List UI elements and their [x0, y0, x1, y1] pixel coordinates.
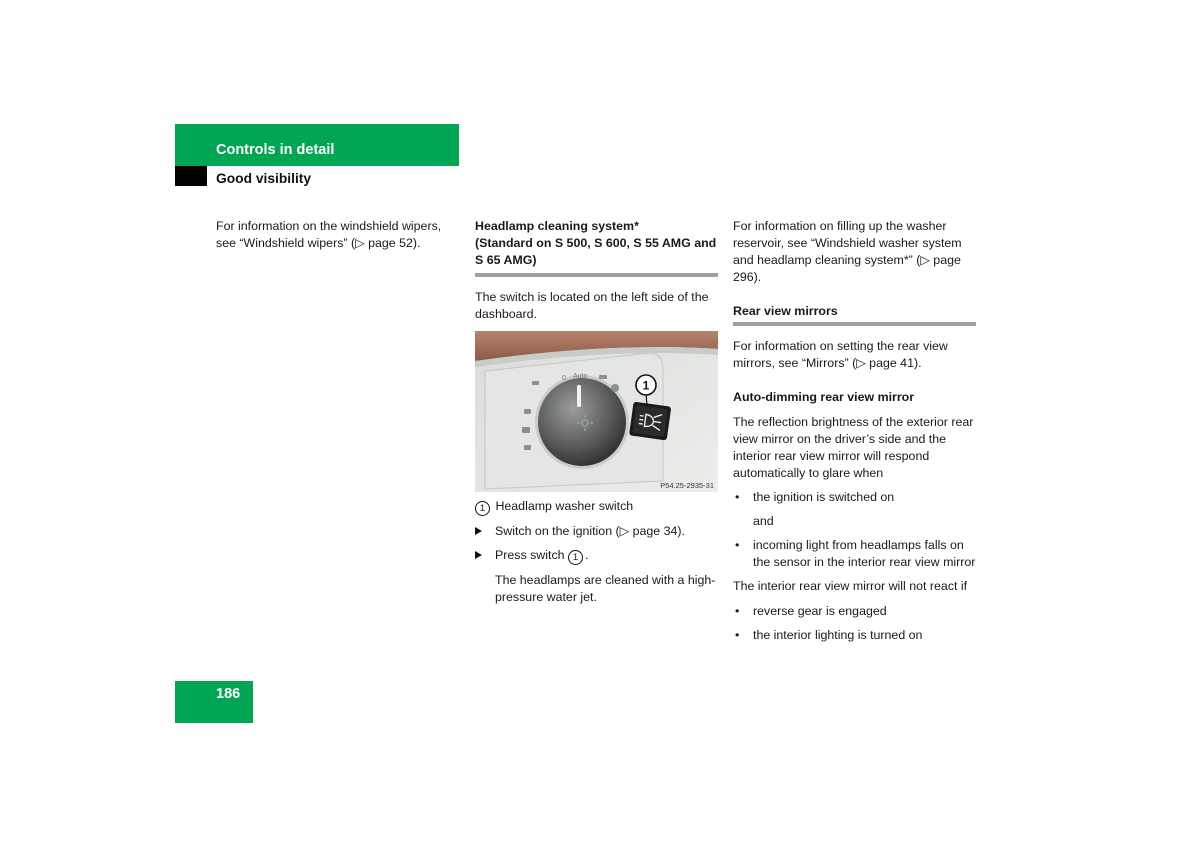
heading-rule	[733, 322, 976, 326]
column-3	[733, 218, 976, 644]
legend-number: 1	[475, 501, 490, 516]
step1-text: Switch on the ignition (▷ page 34).	[495, 524, 685, 538]
legend-text: Headlamp washer switch	[495, 499, 634, 513]
figure-code: P54.25-2935-31	[660, 481, 714, 490]
callout-number: 1	[642, 378, 650, 393]
step-switch-on-ignition	[475, 523, 718, 540]
step-arrow-icon	[475, 527, 482, 535]
headlamp-cleaning-models: (Standard on S 500, S 600, S 55 AMG and S 65 AMG)	[475, 236, 717, 267]
no-reaction-text: The interior rear view mirror will not react if	[733, 579, 968, 593]
list-item	[733, 489, 976, 506]
step2-prefix: Press switch	[495, 548, 568, 562]
wipers-reference: For information on the windshield wipers, see “Windshield wipers” (▷ page 52).	[216, 219, 442, 250]
list-item	[733, 537, 976, 571]
mirrors-reference: For information on setting the rear view mirrors, see “Mirrors” (▷ page 41).	[733, 339, 948, 370]
rear-view-mirrors-heading: Rear view mirrors	[733, 304, 838, 318]
washer-reservoir-reference: For information on filling up the washer reservoir, see “Windshield washer system and headlamp cleaning system*” (▷ page 296).	[733, 219, 962, 284]
page-number-box	[175, 681, 253, 723]
step-press-switch	[475, 547, 718, 565]
figure-legend	[475, 498, 718, 516]
bullet-reverse-gear: reverse gear is engaged	[753, 604, 887, 618]
bullet-icon: •	[735, 538, 740, 552]
headlamp-switch-illustration	[475, 331, 718, 492]
column-1	[216, 218, 456, 252]
headlamp-washer-switch	[629, 402, 671, 441]
headlamp-cleaning-heading	[475, 218, 718, 269]
auto-dimming-text: The reflection brightness of the exterior rear view mirror on the driver’s side and the interior rear view mirror will respond automatically to glare when	[733, 415, 974, 480]
list-item	[733, 627, 976, 644]
bullet-incoming-light: incoming light from headlamps falls on the sensor in the interior rear view mirror	[753, 538, 976, 569]
subsection-title: Good visibility	[216, 171, 312, 186]
knob-indicator	[577, 385, 581, 407]
step2-number: 1	[568, 550, 583, 565]
headlamp-cleaning-title: Headlamp cleaning system*	[475, 219, 639, 233]
page-number: 186	[216, 686, 241, 702]
dial-label-0: 0	[562, 375, 566, 382]
section-title: Controls in detail	[216, 142, 335, 158]
step-arrow-icon	[475, 551, 482, 559]
bullet-icon: •	[735, 604, 740, 618]
list-item	[733, 603, 976, 620]
auto-dimming-heading: Auto-dimming rear view mirror	[733, 390, 915, 404]
bullet-interior-lighting: the interior lighting is turned on	[753, 628, 923, 642]
subsection-marker	[175, 166, 207, 186]
conjunction-and: and	[753, 514, 774, 528]
heading-rule	[475, 273, 718, 277]
bullet-icon: •	[735, 490, 740, 504]
headlamp-switch-figure	[475, 331, 718, 492]
column-2	[475, 218, 718, 606]
bullet-ignition-on: the ignition is switched on	[753, 490, 895, 504]
step-result: The headlamps are cleaned with a high-pressure water jet.	[495, 573, 716, 604]
dial-label-auto: Auto	[573, 373, 588, 380]
bullet-icon: •	[735, 628, 740, 642]
switch-location-text: The switch is located on the left side of the dashboard.	[475, 290, 709, 321]
step2-suffix: .	[584, 548, 589, 562]
